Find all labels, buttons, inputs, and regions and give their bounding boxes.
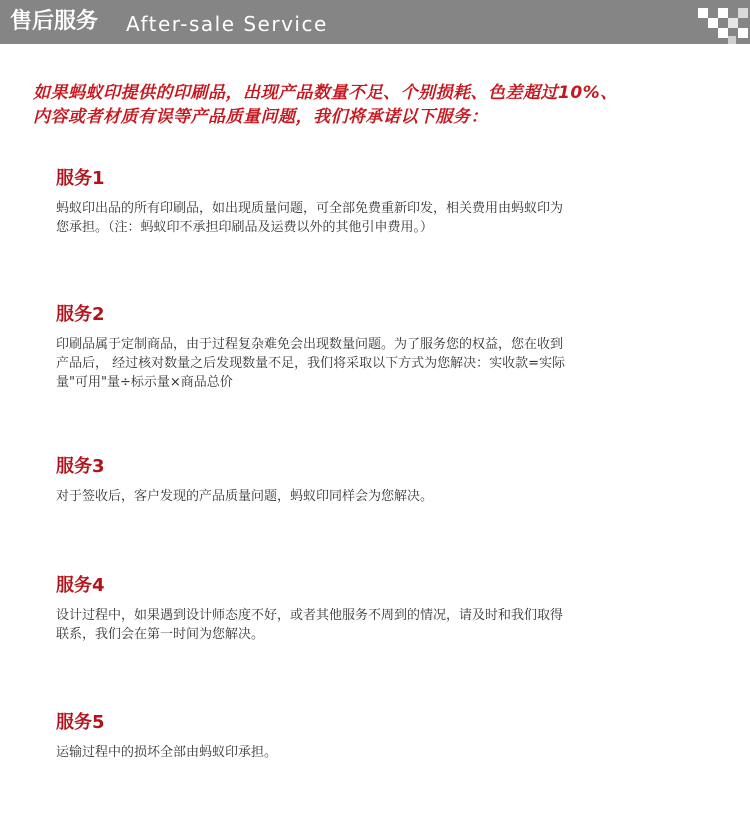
- service-section: [56, 168, 656, 237]
- service-line: 您承担。（注：蚂蚁印不承担印刷品及运费以外的其他引申费用。）: [56, 220, 434, 235]
- service-section: [56, 575, 656, 644]
- service-section: [56, 304, 656, 392]
- service-section: [56, 456, 656, 506]
- service-description: [56, 199, 656, 237]
- service-line: 印刷品属于定制商品，由于过程复杂难免会出现数量问题。为了服务您的权益，您在收到: [56, 337, 564, 352]
- service-line: 产品后， 经过核对数量之后发现数量不足，我们将采取以下方式为您解决：实收款=实际: [56, 356, 566, 371]
- header-title: 售后服务: [10, 9, 99, 34]
- service-title: 服务2: [56, 304, 105, 325]
- service-title: 服务5: [56, 712, 105, 733]
- service-title: 服务1: [56, 168, 105, 189]
- intro-line: 如果蚂蚁印提供的印刷品，出现产品数量不足、个别损耗、色差超过10%、: [33, 83, 618, 103]
- section-header-bar: [0, 0, 750, 44]
- intro-line: 内容或者材质有误等产品质量问题，我们将承诺以下服务：: [33, 107, 488, 127]
- service-line: 量"可用"量÷标示量×商品总价: [56, 375, 233, 390]
- service-line: 运输过程中的损坏全部由蚂蚁印承担。: [56, 745, 278, 760]
- service-line: 对于签收后，客户发现的产品质量问题，蚂蚁印同样会为您解决。: [56, 489, 434, 504]
- service-description: [56, 335, 656, 392]
- intro-statement: [33, 81, 733, 129]
- service-title: 服务4: [56, 575, 105, 596]
- service-title: 服务3: [56, 456, 105, 477]
- service-description: [56, 487, 656, 506]
- service-line: 联系，我们会在第一时间为您解决。: [56, 627, 265, 642]
- service-description: [56, 606, 656, 644]
- service-line: 蚂蚁印出品的所有印刷品，如出现质量问题，可全部免费重新印发，相关费用由蚂蚁印为: [56, 201, 564, 216]
- checker-decoration-icon: [690, 4, 750, 44]
- service-description: [56, 743, 656, 762]
- header-subtitle: After-sale Service: [126, 12, 328, 36]
- service-section: [56, 712, 656, 762]
- service-line: 设计过程中，如果遇到设计师态度不好，或者其他服务不周到的情况，请及时和我们取得: [56, 608, 564, 623]
